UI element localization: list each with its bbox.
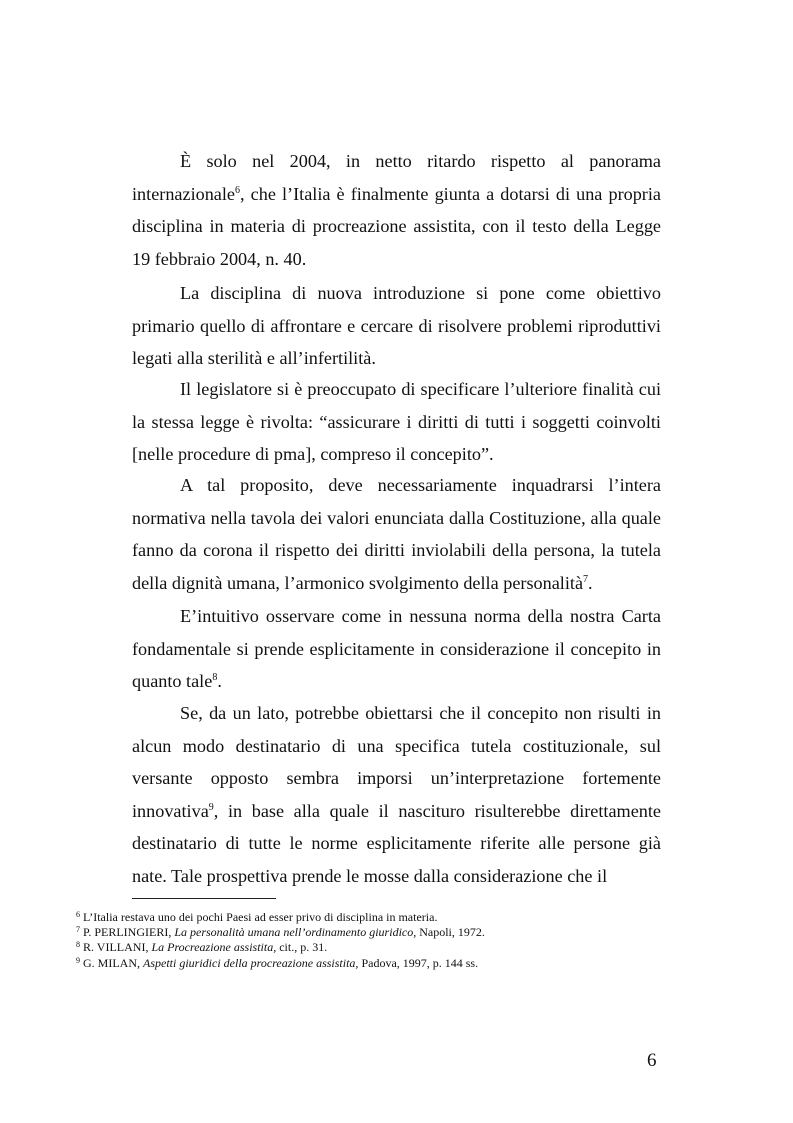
footnote-reference[interactable]: 9 <box>208 801 214 813</box>
paragraph-text: E’intuitivo osservare come in nessuna norma della nostra Carta fondamentale si prende esplicitamente in considerazione il concepito in quanto tale <box>132 606 661 692</box>
paragraph-text: , che l’Italia è finalmente giunta a dotarsi di una propria disciplina in materia di procreazione assistita, con il testo della Legge 19 febbraio 2004, n. 40. <box>132 183 661 269</box>
footnote-reference[interactable]: 8 <box>212 672 218 684</box>
footnote-number: 6 <box>76 910 80 919</box>
body-paragraph <box>132 277 661 375</box>
footnote-details: cit., p. 31. <box>276 940 328 954</box>
footnote <box>76 940 676 954</box>
footnote-title: La Procreazione assistita, <box>151 940 277 954</box>
paragraph-text: A tal proposito, deve necessariamente inquadrarsi l’intera normativa nella tavola dei valori enunciata dalla Costituzione, alla quale fanno da corona il rispetto dei diritti inviolabili della persona, la tutela della dignità umana, l’armonico svolgimento della personalità <box>132 475 661 593</box>
body-paragraph <box>132 373 661 471</box>
footnote-details: Padova, 1997, p. 144 ss. <box>358 956 479 970</box>
footnote <box>76 956 676 970</box>
paragraph-text: . <box>217 671 222 692</box>
footnote-author: P. PERLINGIERI, <box>83 925 175 939</box>
paragraph-text: La disciplina di nuova introduzione si pone come obiettivo primario quello di affrontare e cercare di risolvere problemi riproduttivi legati alla sterilità e all’infertilità. <box>132 283 661 369</box>
body-paragraph <box>132 145 661 275</box>
footnote-number: 9 <box>76 956 80 965</box>
footnote-reference[interactable]: 6 <box>235 184 241 196</box>
footnote-number: 8 <box>76 940 80 949</box>
footnote-details: Napoli, 1972. <box>416 925 485 939</box>
footnote-separator <box>132 898 276 899</box>
body-paragraph <box>132 697 661 893</box>
footnote-title: La personalità umana nell’ordinamento giuridico, <box>174 925 417 939</box>
footnote-reference[interactable]: 7 <box>583 573 589 585</box>
paragraph-text: , in base alla quale il nascituro risulterebbe direttamente destinatario di tutte le norme esplicitamente riferite alle persone già nate. Tale prospettiva prende le mosse dalla considerazione che il <box>132 800 661 886</box>
paragraph-text: . <box>588 572 593 593</box>
paragraph-text: Se, da un lato, potrebbe obiettarsi che il concepito non risulti in alcun modo destinatario di una specifica tutela costituzionale, sul versante opposto sembra imporsi un’interpretazione fortemente innovativa <box>132 703 661 821</box>
body-paragraph <box>132 469 661 599</box>
footnote-author: G. MILAN, <box>83 956 143 970</box>
body-paragraph <box>132 600 661 698</box>
paragraph-text: È solo nel 2004, in netto ritardo rispetto al panorama internazionale <box>132 151 661 204</box>
footnote-text: L’Italia restava uno dei pochi Paesi ad esser privo di disciplina in materia. <box>83 910 438 924</box>
page-number: 6 <box>647 1050 657 1071</box>
footnote-title: Aspetti giuridici della procreazione assistita, <box>143 956 359 970</box>
footnote <box>76 925 676 939</box>
footnote <box>76 910 676 924</box>
footnote-number: 7 <box>76 925 80 934</box>
paragraph-text: Il legislatore si è preoccupato di specificare l’ulteriore finalità cui la stessa legge è rivolta: “assicurare i diritti di tutti i soggetti coinvolti [nelle procedure di pma], compreso il concepito”. <box>132 379 661 465</box>
footnote-author: R. VILLANI, <box>83 940 152 954</box>
